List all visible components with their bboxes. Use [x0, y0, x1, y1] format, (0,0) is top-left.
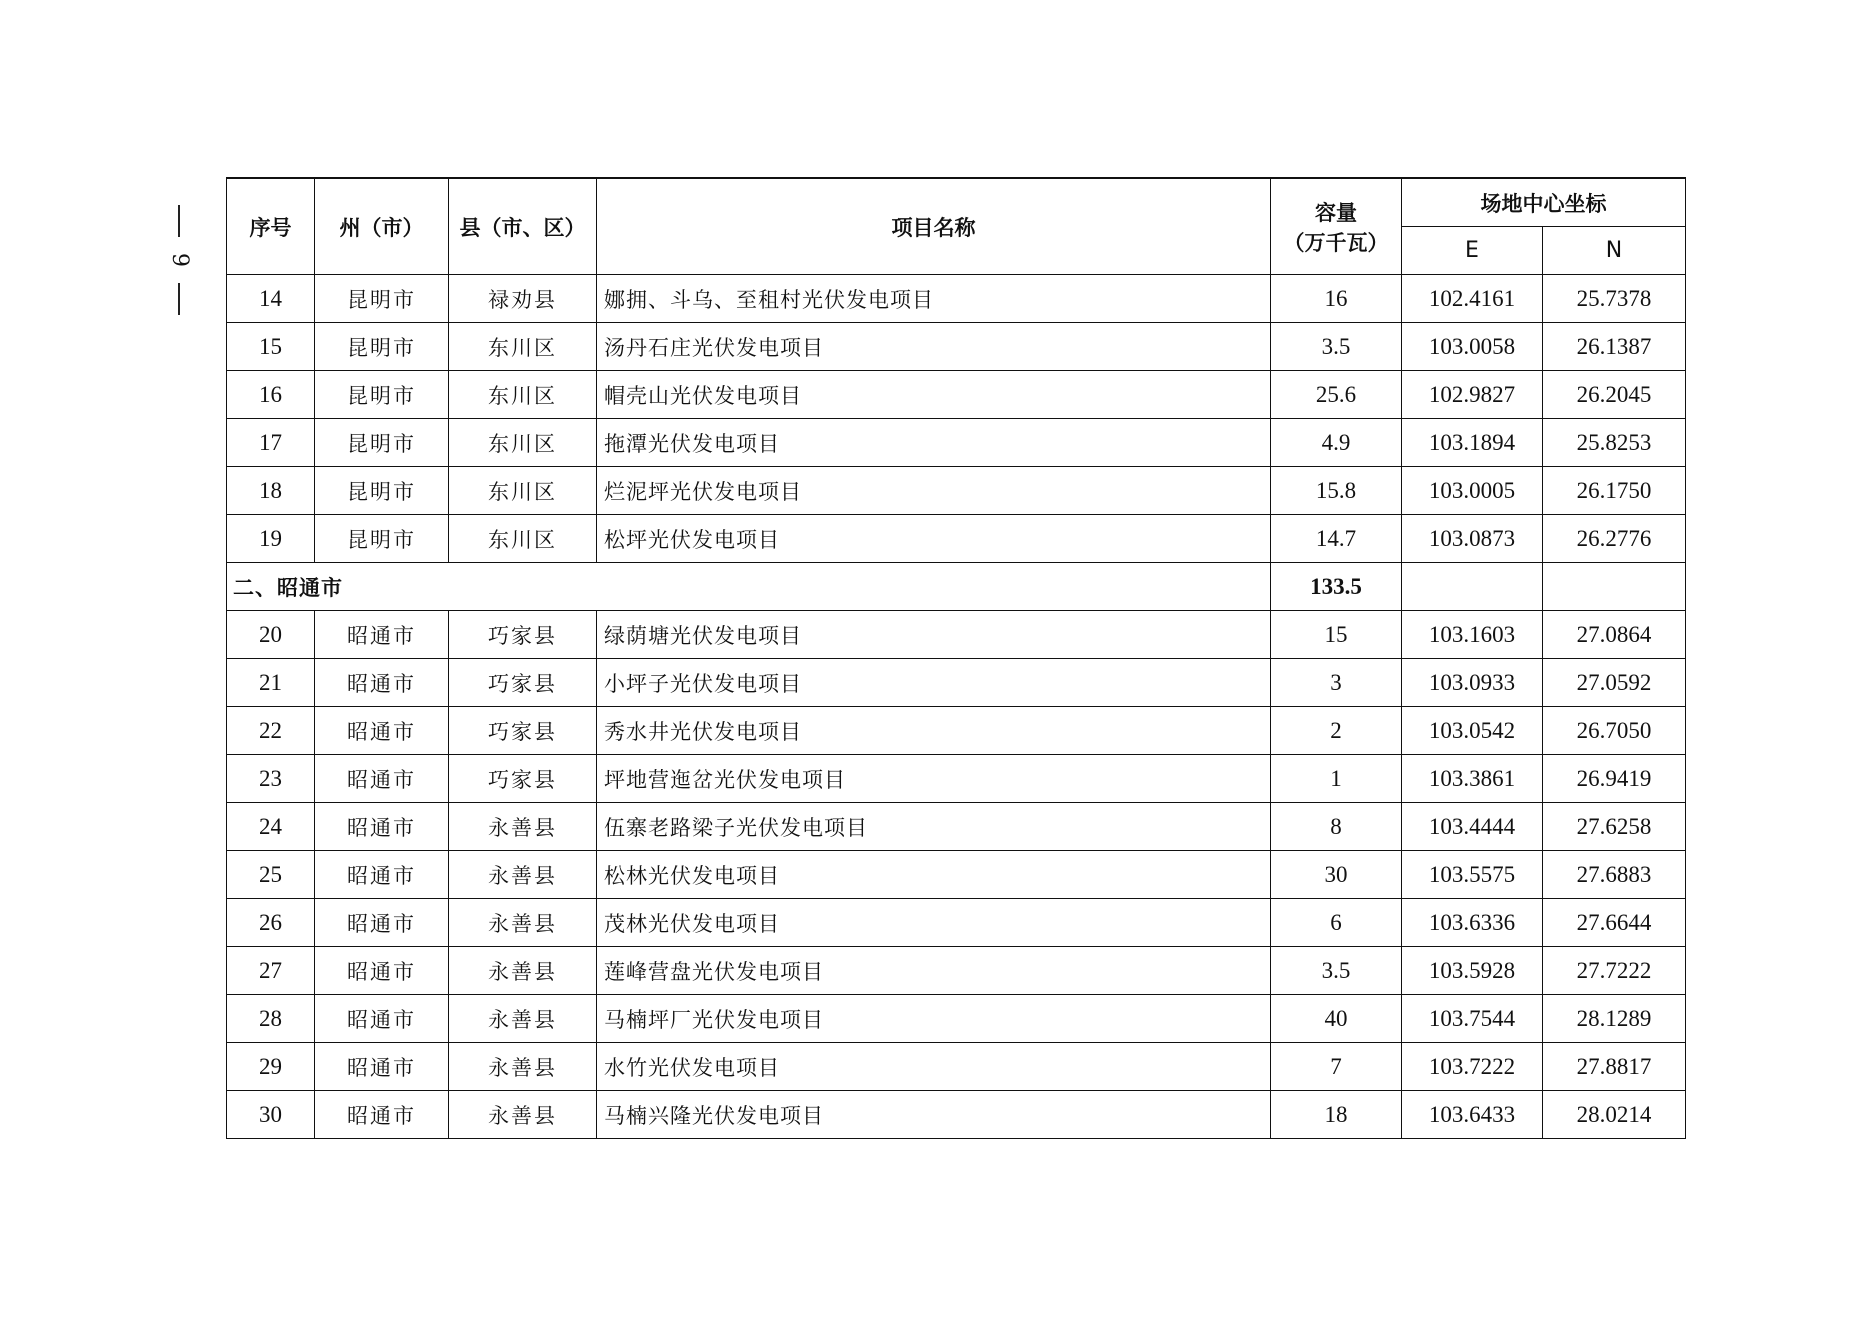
table-row	[227, 803, 1686, 851]
cell-n: 26.1387	[1543, 323, 1686, 371]
cell-e: 103.0005	[1402, 467, 1543, 515]
cell-e: 103.1894	[1402, 419, 1543, 467]
cell-capacity: 40	[1271, 995, 1402, 1043]
cell-n: 26.1750	[1543, 467, 1686, 515]
cell-seq: 14	[227, 275, 315, 323]
cell-capacity: 1	[1271, 755, 1402, 803]
cell-e: 103.0058	[1402, 323, 1543, 371]
header-row-1	[227, 178, 1686, 227]
cell-n: 28.1289	[1543, 995, 1686, 1043]
cell-county: 巧家县	[449, 707, 597, 755]
cell-county: 永善县	[449, 1091, 597, 1139]
group-total: 133.5	[1271, 563, 1402, 611]
page-number-dash-bottom	[178, 283, 180, 315]
cell-seq: 24	[227, 803, 315, 851]
cell-capacity: 14.7	[1271, 515, 1402, 563]
table-body-kunming	[227, 275, 1686, 563]
cell-n: 26.7050	[1543, 707, 1686, 755]
group-row	[227, 563, 1686, 611]
cell-capacity: 7	[1271, 1043, 1402, 1091]
cell-capacity: 3.5	[1271, 947, 1402, 995]
cell-project: 秀水井光伏发电项目	[597, 707, 1271, 755]
cell-prefecture: 昆明市	[315, 467, 449, 515]
cell-prefecture: 昭通市	[315, 947, 449, 995]
cell-n: 26.9419	[1543, 755, 1686, 803]
cell-e: 103.0873	[1402, 515, 1543, 563]
cell-seq: 15	[227, 323, 315, 371]
group-label: 二、昭通市	[227, 563, 1271, 611]
cell-capacity: 8	[1271, 803, 1402, 851]
table-row	[227, 899, 1686, 947]
cell-prefecture: 昭通市	[315, 851, 449, 899]
table-row	[227, 371, 1686, 419]
cell-county: 永善县	[449, 899, 597, 947]
cell-project: 伍寨老路梁子光伏发电项目	[597, 803, 1271, 851]
cell-seq: 26	[227, 899, 315, 947]
cell-n: 27.7222	[1543, 947, 1686, 995]
cell-county: 永善县	[449, 803, 597, 851]
cell-county: 巧家县	[449, 611, 597, 659]
table-row	[227, 419, 1686, 467]
cell-seq: 21	[227, 659, 315, 707]
cell-n: 27.0864	[1543, 611, 1686, 659]
cell-capacity: 16	[1271, 275, 1402, 323]
table-row	[227, 995, 1686, 1043]
cell-n: 28.0214	[1543, 1091, 1686, 1139]
cell-county: 永善县	[449, 851, 597, 899]
cell-n: 25.8253	[1543, 419, 1686, 467]
group-e-empty	[1402, 563, 1543, 611]
cell-n: 26.2045	[1543, 371, 1686, 419]
cell-seq: 30	[227, 1091, 315, 1139]
cell-prefecture: 昆明市	[315, 275, 449, 323]
cell-capacity: 4.9	[1271, 419, 1402, 467]
cell-capacity: 15	[1271, 611, 1402, 659]
group-n-empty	[1543, 563, 1686, 611]
cell-capacity: 25.6	[1271, 371, 1402, 419]
header-e: E	[1402, 227, 1543, 275]
cell-n: 27.0592	[1543, 659, 1686, 707]
cell-n: 26.2776	[1543, 515, 1686, 563]
cell-seq: 25	[227, 851, 315, 899]
cell-prefecture: 昭通市	[315, 659, 449, 707]
table-row	[227, 1043, 1686, 1091]
cell-seq: 28	[227, 995, 315, 1043]
cell-prefecture: 昭通市	[315, 707, 449, 755]
cell-n: 27.8817	[1543, 1043, 1686, 1091]
cell-county: 禄劝县	[449, 275, 597, 323]
cell-n: 25.7378	[1543, 275, 1686, 323]
cell-e: 103.7544	[1402, 995, 1543, 1043]
page-number-dash-top	[178, 205, 180, 237]
cell-seq: 18	[227, 467, 315, 515]
cell-capacity: 18	[1271, 1091, 1402, 1139]
cell-n: 27.6258	[1543, 803, 1686, 851]
cell-e: 103.0542	[1402, 707, 1543, 755]
cell-project: 娜拥、斗乌、至租村光伏发电项目	[597, 275, 1271, 323]
cell-prefecture: 昆明市	[315, 419, 449, 467]
cell-county: 巧家县	[449, 659, 597, 707]
cell-county: 东川区	[449, 515, 597, 563]
cell-e: 103.1603	[1402, 611, 1543, 659]
cell-project: 莲峰营盘光伏发电项目	[597, 947, 1271, 995]
cell-n: 27.6644	[1543, 899, 1686, 947]
cell-project: 拖潭光伏发电项目	[597, 419, 1271, 467]
header-n: N	[1543, 227, 1686, 275]
cell-e: 103.5928	[1402, 947, 1543, 995]
cell-seq: 19	[227, 515, 315, 563]
cell-prefecture: 昭通市	[315, 755, 449, 803]
cell-capacity: 30	[1271, 851, 1402, 899]
cell-prefecture: 昆明市	[315, 323, 449, 371]
cell-e: 102.9827	[1402, 371, 1543, 419]
cell-seq: 16	[227, 371, 315, 419]
cell-county: 东川区	[449, 467, 597, 515]
cell-e: 103.0933	[1402, 659, 1543, 707]
cell-prefecture: 昭通市	[315, 1043, 449, 1091]
cell-project: 松林光伏发电项目	[597, 851, 1271, 899]
cell-prefecture: 昭通市	[315, 899, 449, 947]
cell-county: 永善县	[449, 995, 597, 1043]
cell-seq: 27	[227, 947, 315, 995]
cell-project: 茂林光伏发电项目	[597, 899, 1271, 947]
cell-project: 马楠兴隆光伏发电项目	[597, 1091, 1271, 1139]
table-row	[227, 851, 1686, 899]
cell-county: 永善县	[449, 947, 597, 995]
table-row	[227, 707, 1686, 755]
table-body-group	[227, 563, 1686, 611]
header-county: 县（市、区）	[449, 178, 597, 275]
cell-project: 烂泥坪光伏发电项目	[597, 467, 1271, 515]
table-body-zhaotong	[227, 611, 1686, 1139]
cell-e: 103.6433	[1402, 1091, 1543, 1139]
header-coords: 场地中心坐标	[1402, 178, 1686, 227]
header-project: 项目名称	[597, 178, 1271, 275]
cell-n: 27.6883	[1543, 851, 1686, 899]
table-row	[227, 659, 1686, 707]
cell-seq: 20	[227, 611, 315, 659]
header-capacity	[1271, 178, 1402, 275]
cell-seq: 29	[227, 1043, 315, 1091]
cell-capacity: 3.5	[1271, 323, 1402, 371]
cell-prefecture: 昭通市	[315, 803, 449, 851]
cell-project: 汤丹石庄光伏发电项目	[597, 323, 1271, 371]
cell-county: 东川区	[449, 419, 597, 467]
cell-capacity: 3	[1271, 659, 1402, 707]
table-row	[227, 275, 1686, 323]
cell-prefecture: 昆明市	[315, 515, 449, 563]
cell-prefecture: 昭通市	[315, 995, 449, 1043]
table-row	[227, 1091, 1686, 1139]
cell-prefecture: 昭通市	[315, 1091, 449, 1139]
header-capacity-line2: （万千瓦）	[1283, 230, 1389, 255]
cell-county: 东川区	[449, 371, 597, 419]
project-table	[226, 177, 1686, 1139]
cell-e: 102.4161	[1402, 275, 1543, 323]
cell-prefecture: 昭通市	[315, 611, 449, 659]
header-seq: 序号	[227, 178, 315, 275]
cell-e: 103.6336	[1402, 899, 1543, 947]
table-row	[227, 611, 1686, 659]
cell-e: 103.7222	[1402, 1043, 1543, 1091]
header-capacity-line1: 容量	[1315, 200, 1357, 225]
cell-e: 103.5575	[1402, 851, 1543, 899]
table-row	[227, 947, 1686, 995]
table-row	[227, 515, 1686, 563]
cell-seq: 17	[227, 419, 315, 467]
cell-capacity: 2	[1271, 707, 1402, 755]
cell-prefecture: 昆明市	[315, 371, 449, 419]
cell-project: 小坪子光伏发电项目	[597, 659, 1271, 707]
table-row	[227, 467, 1686, 515]
cell-seq: 23	[227, 755, 315, 803]
cell-project: 绿荫塘光伏发电项目	[597, 611, 1271, 659]
cell-project: 坪地营迤岔光伏发电项目	[597, 755, 1271, 803]
cell-e: 103.3861	[1402, 755, 1543, 803]
cell-project: 水竹光伏发电项目	[597, 1043, 1271, 1091]
header-prefecture: 州（市）	[315, 178, 449, 275]
cell-capacity: 15.8	[1271, 467, 1402, 515]
cell-project: 松坪光伏发电项目	[597, 515, 1271, 563]
page-number	[164, 205, 194, 315]
table-row	[227, 323, 1686, 371]
cell-county: 东川区	[449, 323, 597, 371]
cell-e: 103.4444	[1402, 803, 1543, 851]
cell-capacity: 6	[1271, 899, 1402, 947]
cell-county: 永善县	[449, 1043, 597, 1091]
table-row	[227, 755, 1686, 803]
cell-county: 巧家县	[449, 755, 597, 803]
cell-seq: 22	[227, 707, 315, 755]
cell-project: 帽壳山光伏发电项目	[597, 371, 1271, 419]
page-number-value: 9	[167, 253, 192, 267]
cell-project: 马楠坪厂光伏发电项目	[597, 995, 1271, 1043]
